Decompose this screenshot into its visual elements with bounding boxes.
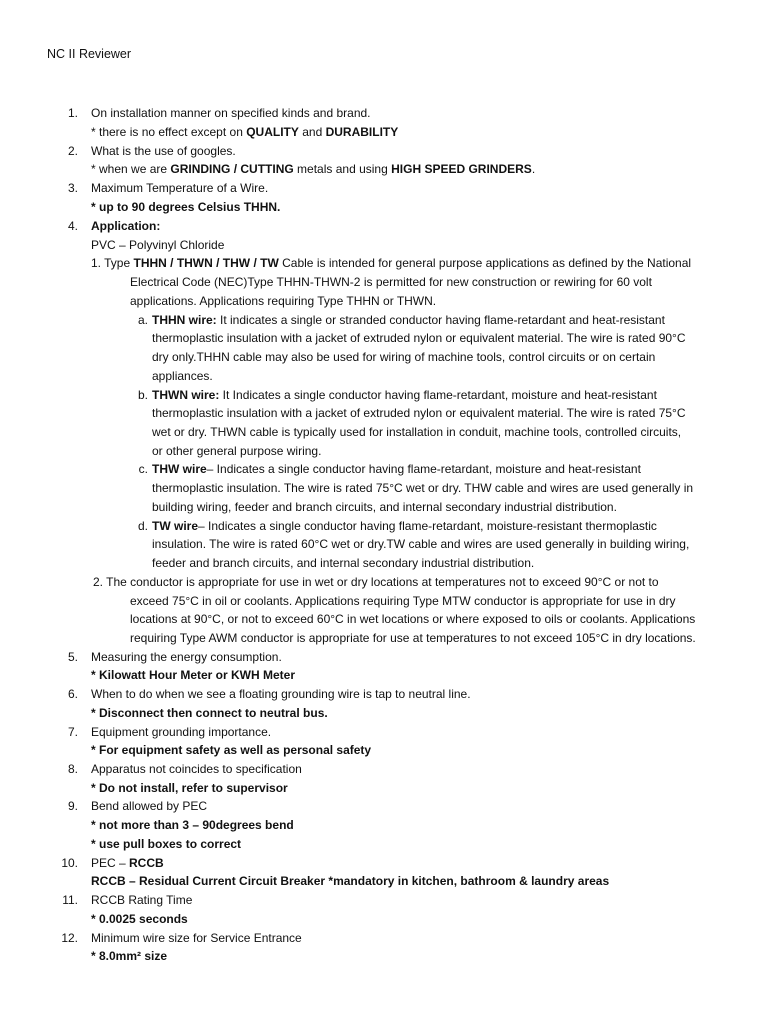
answer-text: RCCB – Residual Current Circuit Breaker *mandatory in kitchen, bathroom & laundry areas: [91, 874, 610, 888]
thw-wire-line: thermoplastic insulation. The wire is rated 75°C wet or dry. THW cable and wires are used generally in: [152, 481, 694, 495]
question-text: Maximum Temperature of a Wire.: [91, 181, 269, 195]
thw-wire-line: THW wire– Indicates a single conductor having flame-retardant, moisture and heat-resistant: [152, 462, 641, 476]
thwn-wire-line: thermoplastic insulation with a jacket of extruded nylon or equivalent material. The wire is rated 75°C: [152, 406, 686, 420]
answer-text: * use pull boxes to correct: [91, 837, 242, 851]
item-number: 9.: [67, 799, 78, 813]
item-number: 4.: [67, 219, 78, 233]
question-text: Measuring the energy consumption.: [91, 650, 282, 664]
cable-type-line-3: applications. Applications requiring Type THHN or THWN.: [130, 294, 437, 308]
question-text: Minimum wire size for Service Entrance: [91, 931, 302, 945]
question-text: On installation manner on specified kinds and brand.: [91, 106, 371, 120]
answer-text: * Kilowatt Hour Meter or KWH Meter: [91, 668, 296, 682]
thwn-wire-line: THWN wire: It Indicates a single conductor having flame-retardant, moisture and heat-resistant: [152, 388, 657, 402]
question-text: Equipment grounding importance.: [91, 725, 272, 739]
cable-type-line-1: 1. Type THHN / THWN / THW / TW Cable is intended for general purpose applications as defined by the National: [91, 256, 692, 270]
tw-wire-line: feeder and branch circuits, and internal secondary industrial distribution.: [152, 556, 535, 570]
question-text: When to do when we see a floating grounding wire is tap to neutral line.: [91, 687, 471, 701]
thhn-wire-line: appliances.: [152, 369, 213, 383]
answer-text: * 8.0mm² size: [91, 949, 168, 963]
answer-text: * Disconnect then connect to neutral bus.: [91, 706, 328, 720]
question-text: What is the use of googles.: [91, 144, 236, 158]
answer-text: * Do not install, refer to supervisor: [91, 781, 288, 795]
sub-item-label: b.: [137, 388, 148, 402]
answer-text: * not more than 3 – 90degrees bend: [91, 818, 294, 832]
cable-type-line-2: Electrical Code (NEC)Type THHN-THWN-2 is permitted for new construction or rewiring for 60 volt: [130, 275, 652, 289]
pvc-definition: PVC – Polyvinyl Chloride: [91, 238, 225, 252]
item-number: 5.: [67, 650, 78, 664]
conductor-line: requiring Type AWM conductor is appropriate for use at temperatures to not exceed 105°C in dry locations.: [130, 631, 696, 645]
item-number: 7.: [67, 725, 78, 739]
answer-text: * 0.0025 seconds: [91, 912, 188, 926]
item-number: 3.: [67, 181, 78, 195]
conductor-line: locations at 90°C, or not to exceed 60°C in wet locations or where exposed to oils or coolants. Applications: [130, 612, 696, 626]
thhn-wire-line: THHN wire: It indicates a single or stranded conductor having flame-retardant and heat-resistant: [152, 313, 665, 327]
thwn-wire-line: wet or dry. THWN cable is typically used for installation in conduit, machine tools, controlled circuits,: [152, 425, 682, 439]
item-number: 1.: [67, 106, 78, 120]
answer-text: * up to 90 degrees Celsius THHN.: [91, 200, 281, 214]
item-number: 12.: [61, 931, 78, 945]
question-text: Bend allowed by PEC: [91, 799, 208, 813]
answer-text: * when we are GRINDING / CUTTING metals and using HIGH SPEED GRINDERS.: [91, 162, 536, 176]
question-text: PEC – RCCB: [91, 856, 164, 870]
thwn-wire-line: or other general purpose wiring.: [152, 444, 322, 458]
tw-wire-line: insulation. The wire is rated 60°C wet or dry.TW cable and wires are used generally in building wiring,: [152, 537, 690, 551]
question-text: Apparatus not coincides to specification: [91, 762, 302, 776]
tw-wire-line: TW wire– Indicates a single conductor having flame-retardant, moisture-resistant thermoplastic: [152, 519, 657, 533]
item-number: 2.: [67, 144, 78, 158]
item-number: 8.: [67, 762, 78, 776]
sub-item-label: d.: [137, 519, 148, 533]
sub-item-label: c.: [138, 462, 148, 476]
question-text: RCCB Rating Time: [91, 893, 193, 907]
conductor-line: 2. The conductor is appropriate for use in wet or dry locations at temperatures not to exceed 90°C or not to: [93, 575, 659, 589]
answer-text: * there is no effect except on QUALITY and DURABILITY: [91, 125, 399, 139]
question-text: Application:: [91, 219, 161, 233]
item-number: 11.: [62, 893, 78, 907]
answer-text: * For equipment safety as well as personal safety: [91, 743, 372, 757]
thw-wire-line: building wiring, feeder and branch circuits, and internal secondary industrial distribution.: [152, 500, 617, 514]
sub-item-label: a.: [137, 313, 148, 327]
item-number: 6.: [67, 687, 78, 701]
conductor-line: exceed 75°C in oil or coolants. Applications requiring Type MTW conductor is appropriate for use in dry: [130, 594, 676, 608]
thhn-wire-line: dry only.THHN cable may also be used for wiring of machine tools, control circuits or on certain: [152, 350, 656, 364]
document-title: NC II Reviewer: [47, 47, 132, 61]
thhn-wire-line: thermoplastic insulation with a jacket of extruded nylon or equivalent material. The wire is rated 90°C: [152, 331, 686, 345]
item-number: 10.: [61, 856, 78, 870]
